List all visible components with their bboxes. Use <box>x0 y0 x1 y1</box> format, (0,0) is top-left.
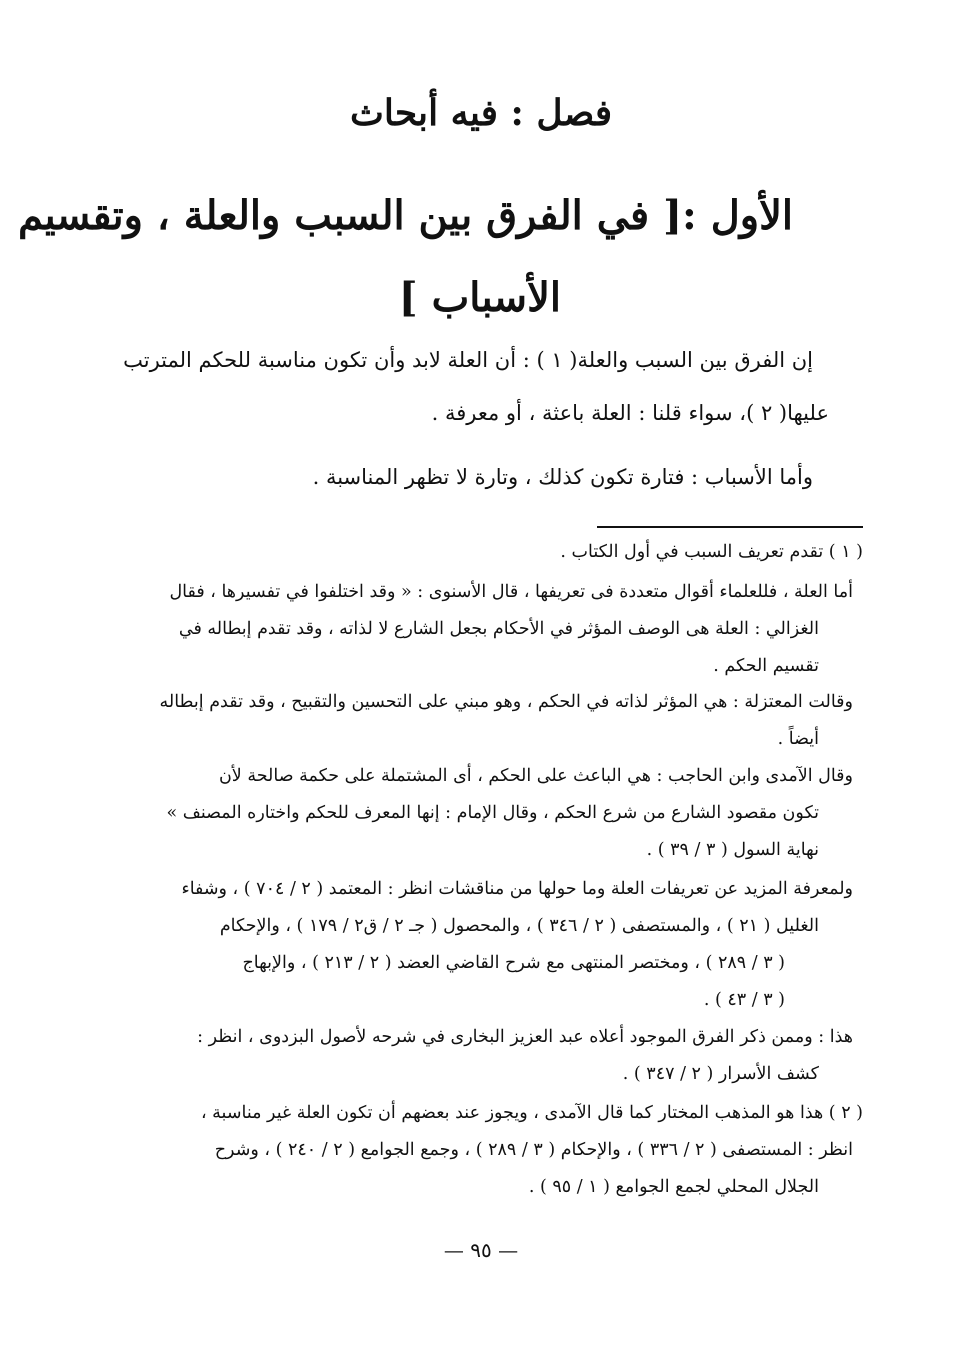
page-number: — ٩٥ — <box>443 1238 519 1262</box>
footnote-line: الغليل ( ٢١ ) ، والمستصفى ( ٢ / ٣٤٦ ) ، والمحصول ( جـ ٢ / ق٢ / ١٧٩ ) ، والإحكام <box>219 916 819 936</box>
footnote-line: ( ٢ ) هذا هو المذهب المختار كما قال الآمدى ، ويجوز عند بعضهم أن تكون العلة غير مناسبة ، <box>200 1103 863 1123</box>
footnote-line: ولمعرفة المزيد عن تعريفات العلة وما حولها من مناقشات انظر : المعتمد ( ٢ / ٧٠٤ ) ، وشفاء <box>181 879 853 899</box>
footnote-line: نهاية السول ( ٣ / ٣٩ ) . <box>646 840 819 860</box>
footnote-line: أيضاً . <box>777 729 819 749</box>
body-line-1: إن الفرق بين السبب والعلة( ١ ) : أن العلة لابد وأن تكون مناسبة للحكم المترتب <box>123 348 813 372</box>
footnote-line: الغزالي : العلة هى الوصف المؤثر في الأحكام بجعل الشارع لا لذاته ، وقد تقدم إبطاله في <box>178 619 819 639</box>
footnote-line: أما العلة ، فللعلماء أقوال متعددة فى تعريفها ، قال الأسنوى : « وقد اختلفوا في تفسيرها ، فقال <box>169 582 853 602</box>
body-line-2: عليها( ٢ )، سواء قلنا : العلة باعثة ، أو معرفة . <box>431 401 829 425</box>
footnote-line: كشف الأسرار ( ٢ / ٣٤٧ ) . <box>622 1064 819 1084</box>
footnote-line: وقال الآمدى وابن الحاجب : هي الباعث على الحكم ، أى المشتملة على حكمة صالحة لأن <box>218 766 853 786</box>
footnote-line: الجلال المحلي لجمع الجوامع ( ١ / ٩٥ ) . <box>528 1177 819 1197</box>
footnote-line: ( ٣ / ٢٨٩ ) ، ومختصر المنتهى مع شرح القاضي العضد ( ٢ / ٢١٣ ) ، والإبهاج <box>242 953 785 973</box>
body-line-3: وأما الأسباب : فتارة تكون كذلك ، وتارة لا تظهر المناسبة . <box>312 465 813 489</box>
footnote-line: تقسيم الحكم . <box>713 656 819 676</box>
section-heading-line-1: الأول :[ في الفرق بين السبب والعلة ، وتقسيم <box>17 192 793 239</box>
footnote-line: ( ١ ) تقدم تعريف السبب في أول الكتاب . <box>560 542 863 562</box>
footnote-divider <box>597 526 863 528</box>
chapter-title: فصل : فيه أبحاث <box>349 92 613 134</box>
footnote-line: انظر : المستصفى ( ٢ / ٣٣٦ ) ، والإحكام ( ٣ / ٢٨٩ ) ، وجمع الجوامع ( ٢ / ٢٤٠ ) ، وشرح <box>214 1140 853 1160</box>
footnote-line: ( ٣ / ٤٣ ) . <box>703 990 785 1010</box>
footnote-line: تكون مقصود الشارع من شرع الحكم ، وقال الإمام : إنها المعرف للحكم واختاره المصنف » <box>166 803 819 823</box>
footnote-line: هذا : وممن ذكر الفرق الموجود أعلاه عبد العزيز البخارى في شرحه لأصول البزدوى ، انظر : <box>197 1027 853 1047</box>
footnote-line: وقالت المعتزلة : هي المؤثر لذاته في الحكم ، وهو مبني على التحسين والتقبيح ، وقد تقدم إبطاله <box>159 692 853 712</box>
section-heading-line-2: الأسباب ] <box>398 274 561 321</box>
